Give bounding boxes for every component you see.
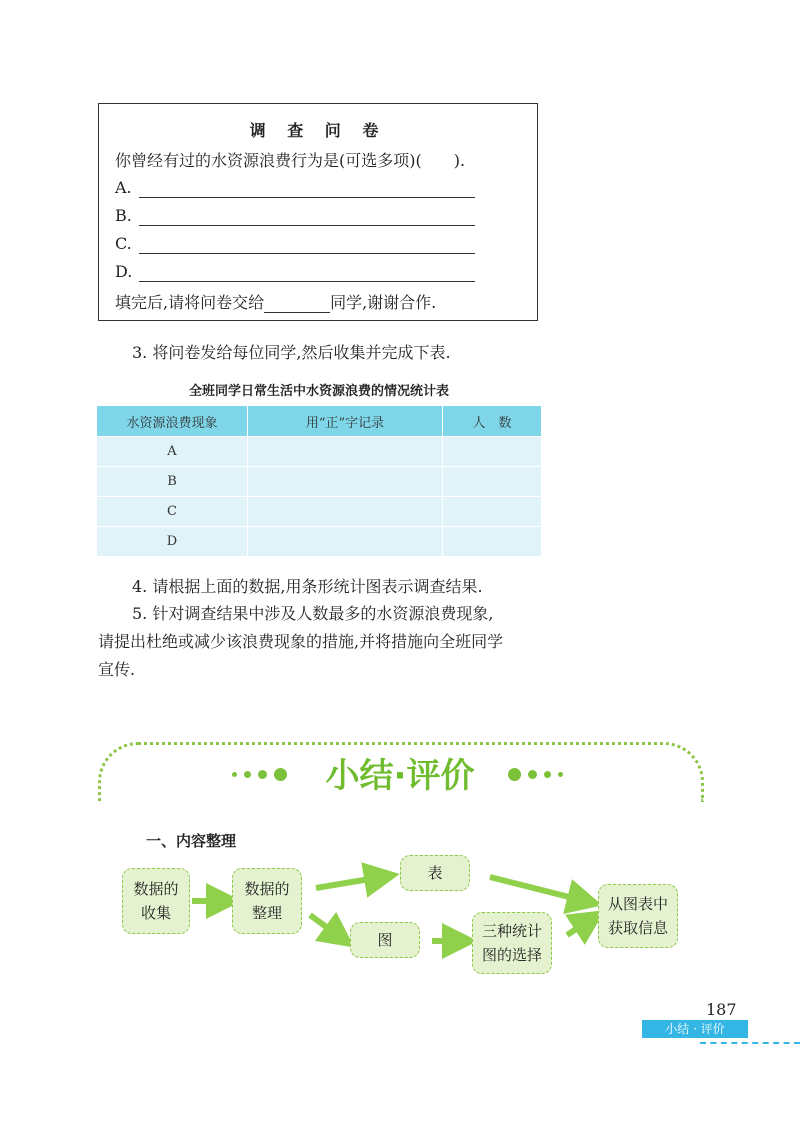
arrow-icon [310, 915, 340, 937]
option-label: A. [115, 178, 132, 197]
step-5-line-2: 请提出杜绝或减少该浪费现象的措施,并将措施向全班同学 [98, 632, 504, 651]
arrow-icon [567, 920, 590, 935]
footer-text-before: 填完后,请将问卷交给 [115, 293, 265, 312]
option-label: C. [115, 234, 132, 253]
node-table [400, 855, 470, 891]
step-5-line-1: 5. 针对调查结果中涉及人数最多的水资源浪费现象, [132, 604, 494, 623]
table-cell: A [97, 437, 248, 467]
footer-divider [700, 1042, 800, 1044]
step-4-text: 4. 请根据上面的数据,用条形统计图表示调查结果. [132, 577, 483, 596]
node-text: 整理 [251, 904, 282, 922]
node-data-organization [232, 868, 302, 934]
node-text: 图 [377, 931, 393, 949]
section-title: 一、内容整理 [146, 832, 237, 850]
option-label: B. [115, 206, 132, 225]
node-text: 收集 [140, 904, 171, 922]
node-text: 图的选择 [481, 946, 542, 964]
node-get-information [598, 884, 678, 948]
footer-text-after: 同学,谢谢合作. [330, 293, 437, 312]
step-3-text: 3. 将问卷发给每位同学,然后收集并完成下表. [132, 343, 451, 362]
step-5-line-3: 宣传. [98, 660, 136, 679]
summary-title: 小结·评价 [325, 756, 475, 796]
survey-question: 你曾经有过的水资源浪费行为是(可选多项)( ). [115, 151, 466, 170]
node-data-collection [122, 868, 190, 934]
table-caption: 全班同学日常生活中水资源浪费的情况统计表 [188, 384, 449, 399]
node-text: 三种统计 [481, 922, 542, 940]
table-cell: D [97, 527, 248, 557]
section-tab: 小结 · 评价 [642, 1020, 748, 1038]
node-text: 表 [427, 864, 443, 882]
col-header-count: 人 数 [443, 406, 542, 437]
survey-title: 调 查 问 卷 [249, 121, 387, 140]
node-chart-choice [472, 912, 552, 974]
table-cell: C [97, 497, 248, 527]
col-header-phenomenon: 水资源浪费现象 [97, 406, 248, 437]
arrow-icon [490, 877, 585, 901]
node-text: 获取信息 [607, 919, 668, 937]
arrow-icon [316, 877, 382, 888]
table-cell: B [97, 467, 248, 497]
page-number: 187 [706, 1000, 737, 1019]
col-header-tally: 用“正”字记录 [248, 406, 443, 437]
node-text: 从图表中 [607, 895, 668, 913]
node-text: 数据的 [133, 880, 179, 898]
option-label: D. [115, 262, 133, 281]
node-text: 数据的 [244, 880, 290, 898]
node-chart [350, 922, 420, 958]
